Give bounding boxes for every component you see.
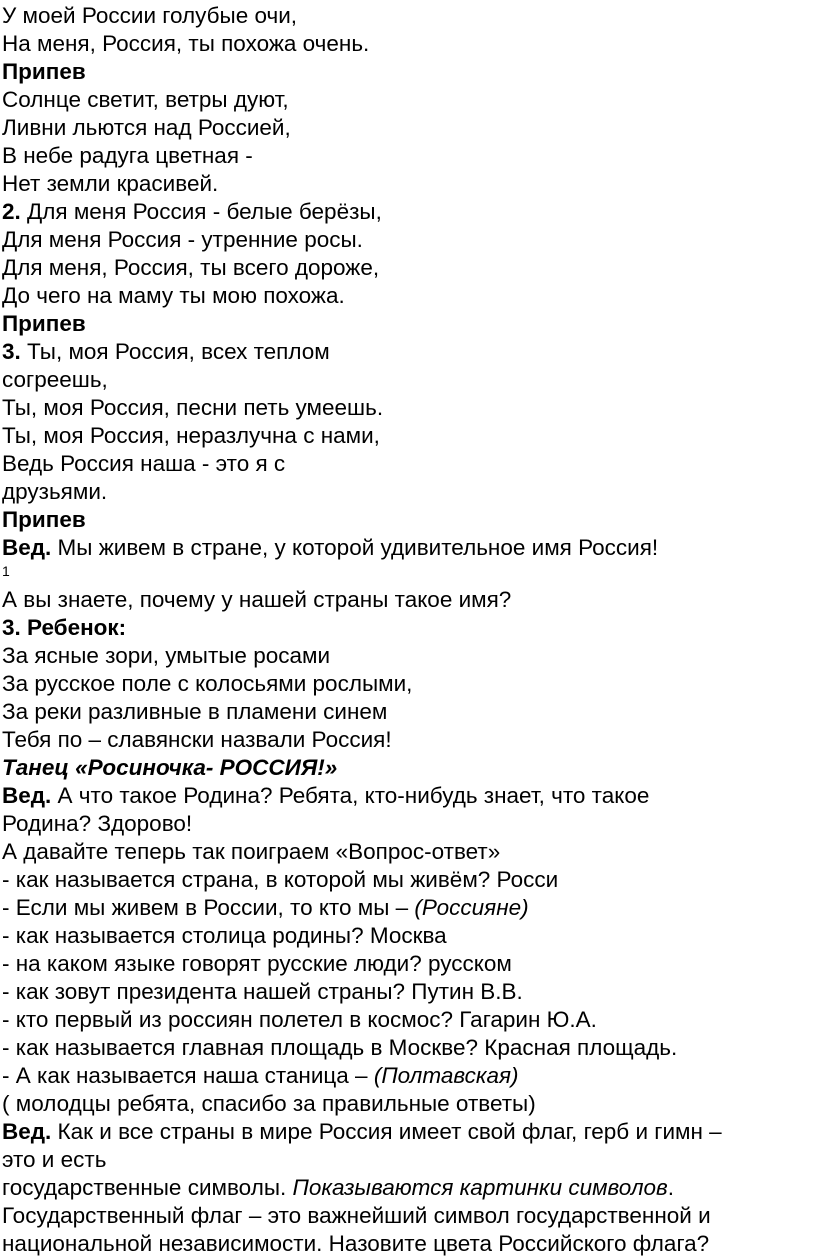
text-line	[2, 1118, 722, 1146]
question-line: - на каком языке говорят русские люди? русском	[2, 951, 512, 976]
question-line	[2, 1062, 519, 1090]
page-number: 1	[2, 563, 10, 579]
text-line: В небе радуга цветная -	[2, 143, 253, 168]
text-line	[2, 782, 649, 810]
plain-text: государственные символы.	[2, 1175, 293, 1200]
plain-text: .	[667, 1175, 675, 1200]
chorus-heading: Припев	[2, 311, 86, 336]
text-line: Ты, моя Россия, песни петь умеешь.	[2, 395, 384, 420]
stage-direction: Показываются картинки символов	[292, 1175, 668, 1200]
text-line: Родина? Здорово!	[2, 811, 193, 836]
speaker-label: Вед.	[2, 1119, 52, 1144]
text-line: Ведь Россия наша - это я с	[2, 451, 286, 476]
text-line: За ясные зори, умытые росами	[2, 643, 331, 668]
verse-text: Ты, моя Россия, всех теплом	[20, 339, 330, 364]
question-text: - Если мы живем в России, то кто мы –	[2, 895, 415, 920]
speaker-label: Вед.	[2, 783, 52, 808]
text-line: До чего на маму ты мою похожа.	[2, 283, 345, 308]
question-line: - кто первый из россиян полетел в космос? Гагарин Ю.А.	[2, 1007, 597, 1032]
verse-number: 3.	[2, 339, 21, 364]
speaker-text: Мы живем в стране, у которой удивительное имя Россия!	[51, 535, 659, 560]
text-line	[2, 338, 330, 366]
question-text: - А как называется наша станица –	[2, 1063, 374, 1088]
chorus-heading: Припев	[2, 59, 86, 84]
chorus-heading: Припев	[2, 507, 86, 532]
text-line: Для меня Россия - утренние росы.	[2, 227, 363, 252]
question-line: - как зовут президента нашей страны? Путин В.В.	[2, 979, 523, 1004]
speaker-label: Вед.	[2, 535, 52, 560]
question-line: - как называется главная площадь в Москве? Красная площадь.	[2, 1035, 678, 1060]
answer-text: (Россияне)	[414, 895, 529, 920]
text-line: это и есть	[2, 1147, 107, 1172]
text-line: согреешь,	[2, 367, 108, 392]
text-line: А вы знаете, почему у нашей страны такое имя?	[2, 587, 512, 612]
text-line: Нет земли красивей.	[2, 171, 219, 196]
question-line: - как называется страна, в которой мы живём? Росси	[2, 867, 559, 892]
text-line: Ливни льются над Россией,	[2, 115, 291, 140]
verse-text: Для меня Россия - белые берёзы,	[20, 199, 382, 224]
section-heading: 3. Ребенок:	[2, 615, 127, 640]
verse-number: 2.	[2, 199, 21, 224]
text-line: ( молодцы ребята, спасибо за правильные ответы)	[2, 1091, 536, 1116]
question-line	[2, 894, 529, 922]
text-line: друзьями.	[2, 479, 108, 504]
speaker-text: А что такое Родина? Ребята, кто-нибудь знает, что такое	[51, 783, 650, 808]
speaker-text: Как и все страны в мире Россия имеет свой флаг, герб и гимн –	[51, 1119, 722, 1144]
text-line: Для меня, Россия, ты всего дороже,	[2, 255, 380, 280]
answer-text: (Полтавская)	[373, 1063, 519, 1088]
text-line: Ты, моя Россия, неразлучна с нами,	[2, 423, 380, 448]
text-line: Государственный флаг – это важнейший символ государственной и	[2, 1203, 711, 1228]
text-line: А давайте теперь так поиграем «Вопрос-ответ»	[2, 839, 501, 864]
dance-heading: Танец «Росиночка- РОССИЯ!»	[2, 755, 338, 780]
text-line: На меня, Россия, ты похожа очень.	[2, 31, 370, 56]
text-line: Солнце светит, ветры дуют,	[2, 87, 289, 112]
text-line: За русское поле с колосьями рослыми,	[2, 671, 413, 696]
text-line: У моей России голубые очи,	[2, 3, 298, 28]
text-line: национальной независимости. Назовите цвета Российского флага?	[2, 1231, 710, 1256]
text-line	[2, 534, 658, 562]
text-line: Тебя по – славянски назвали Россия!	[2, 727, 392, 752]
text-line: За реки разливные в пламени синем	[2, 699, 388, 724]
text-line	[2, 198, 382, 226]
text-line	[2, 1174, 674, 1202]
question-line: - как называется столица родины? Москва	[2, 923, 447, 948]
